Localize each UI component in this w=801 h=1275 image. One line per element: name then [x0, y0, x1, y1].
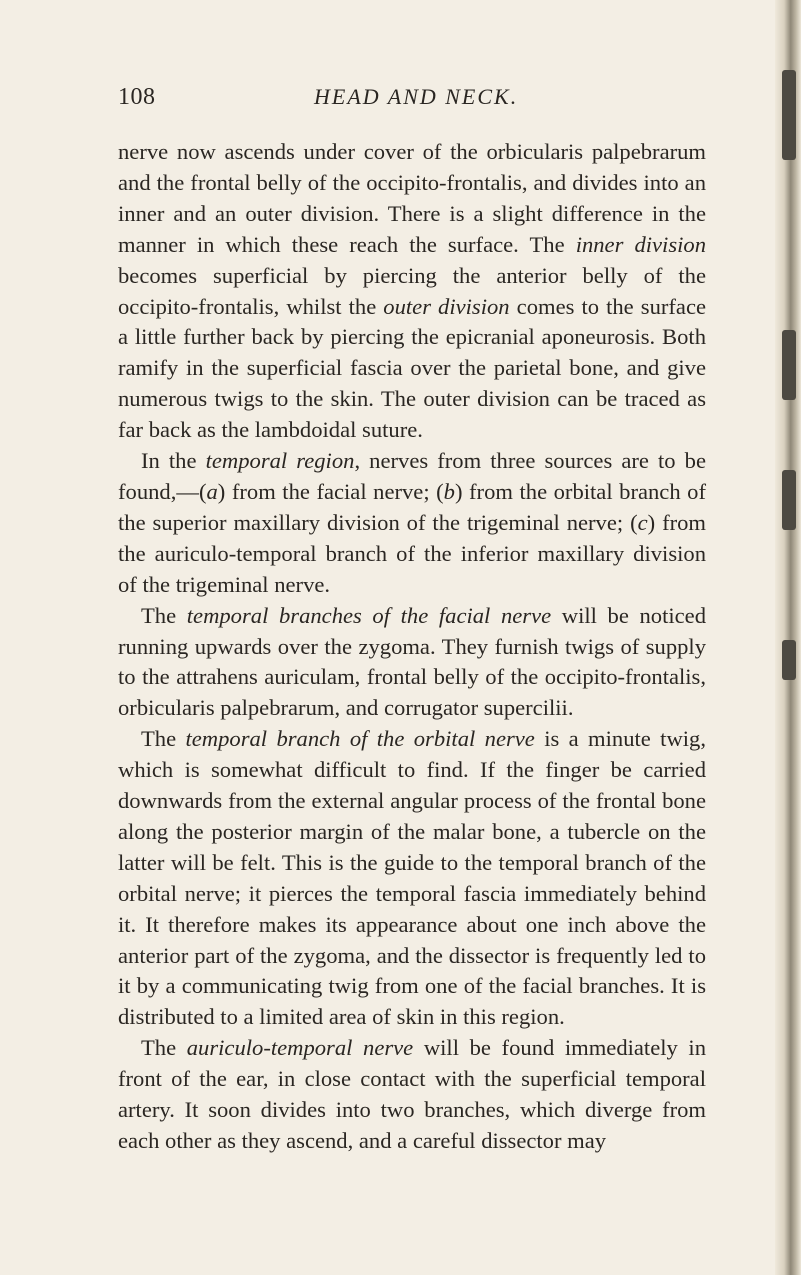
paragraph-5 — [118, 1033, 706, 1157]
text-run: is a minute twig, which is somewhat difficult to find. If the finger be carried downwards from the external angular process of the frontal bone along the posterior margin of the malar bone, a tubercle on the latter will be felt. This is the guide to the temporal branch of the orbital nerve; it pierces the temporal fascia immediately behind it. It therefore makes its appearance about one inch above the anterior part of the zygoma, and the dissector is frequently led to it by a communicating twig from one of the facial branches. It is distributed to a limited area of skin in this region. — [118, 726, 706, 1030]
text-run: The — [141, 726, 186, 752]
page-edge-mark — [782, 470, 796, 530]
text-run: The — [141, 602, 187, 628]
text-run: comes to the surface a little further back by piercing the epicranial aponeurosis. Both ramify in the superficial fascia over the parietal bone, and give numerous twigs to the skin. The outer division can be traced as far back as the lambdoidal suture. — [118, 293, 707, 443]
italic-term: temporal branches of the facial nerve — [186, 602, 552, 628]
page-edge-shadow — [775, 0, 801, 1275]
page-edge-mark — [782, 330, 796, 400]
text-run: will be found immediately in front of the ear, in close contact with the superficial temporal artery. It soon divides into two branches, which diverge from each other as they ascend, and a careful dissector may — [118, 1035, 706, 1153]
text-run: In the — [141, 448, 206, 474]
italic-term: inner division — [575, 231, 706, 257]
italic-term: outer division — [383, 293, 510, 319]
paragraph-4 — [118, 724, 706, 1033]
italic-term: temporal branch of the orbital nerve — [185, 726, 535, 752]
text-run: nerve now ascends under cover of the orbicularis palpebrarum and the frontal belly of the occipito-frontalis, and divides into an inner and an outer division. There is a slight difference in the manner in which these reach the surface. The — [118, 139, 706, 257]
page-header — [118, 84, 706, 118]
text-run: becomes superficial by piercing the anterior belly of the occipito-frontalis, whilst the — [118, 262, 706, 319]
page-edge-mark — [782, 70, 796, 160]
body-text — [118, 137, 706, 1157]
list-marker: a — [206, 478, 218, 504]
running-title: HEAD AND NECK. — [314, 84, 519, 109]
italic-term: auriculo-temporal nerve — [186, 1035, 414, 1061]
text-run: will be noticed running upwards over the zygoma. They furnish twigs of supply to the attrahens auriculam, frontal belly of the occipito-frontalis, orbicularis palpebrarum, and corrugator supercilii. — [118, 602, 707, 721]
text-run: The — [141, 1035, 187, 1061]
text-run: ) from the auriculo-temporal branch of the inferior maxillary division of the trigeminal nerve. — [118, 509, 706, 597]
list-marker: b — [443, 478, 455, 504]
paragraph-1 — [118, 137, 706, 446]
text-run: ) from the facial nerve; ( — [217, 478, 444, 504]
paragraph-2 — [118, 446, 706, 601]
page-edge-mark — [782, 640, 796, 680]
list-marker: c — [637, 509, 648, 535]
text-run: ) from the orbital branch of the superior maxillary division of the trigeminal nerve; ( — [118, 478, 706, 535]
paragraph-3 — [118, 601, 706, 725]
text-run: , nerves from three sources are to be found,—( — [118, 448, 706, 504]
italic-term: temporal region — [205, 448, 355, 474]
page-number: 108 — [118, 84, 156, 110]
